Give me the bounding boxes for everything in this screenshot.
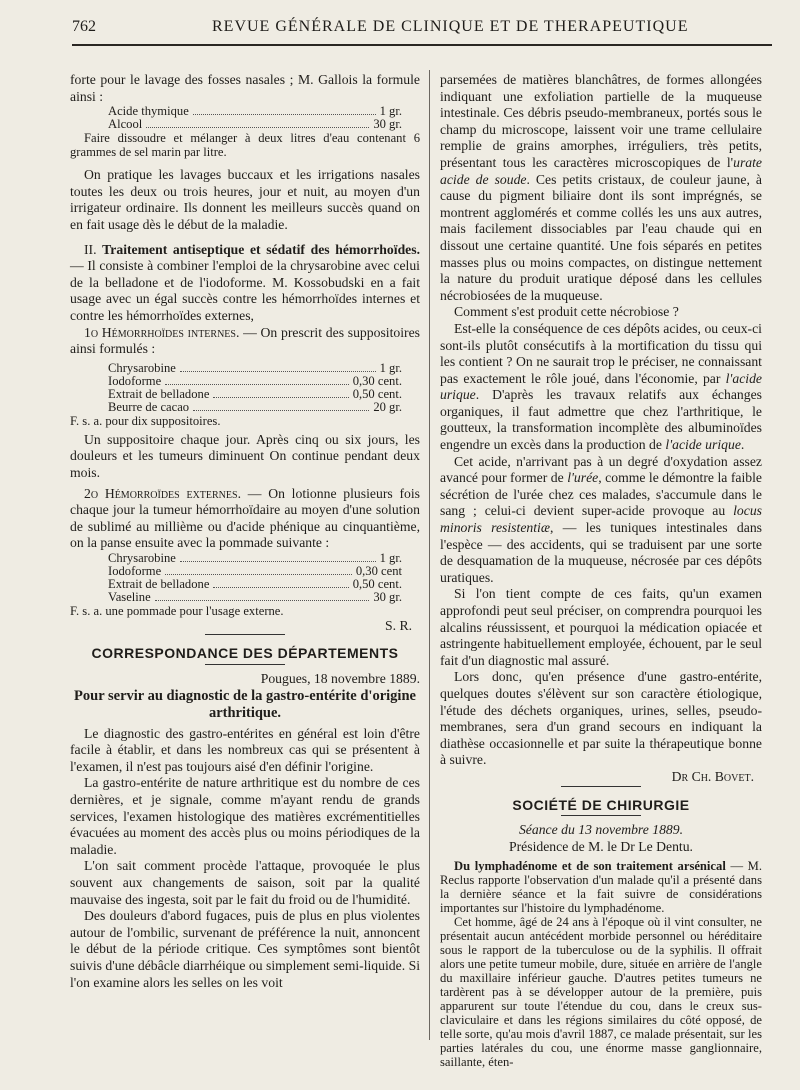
author-signature: Dr Ch. Bovet. <box>671 768 754 784</box>
subsection-title: Du lymphadénome et de son traitement arsénical <box>454 859 726 874</box>
paragraph: 2o Hémorroïdes externes. — On lotionne plusieurs fois chaque jour la tumeur hémorrhoïdaire au moyen d'une solution de sublimé au millième ou d'acide phénique au cinquantième, on la panse ensuite avec la pommade suivante : <box>70 485 420 551</box>
paragraph: Cet homme, âgé de 24 ans à l'époque où il vint consulter, ne présentait aucun antécédent morbide personnel ou héréditaire sous le rapport de la tuberculose ou de la syphilis. Il offrait alors une petite tumeur mobile, dure, située en arrière de l'angle du maxillaire inférieur gauche. D'autres petites tumeurs ne tardèrent pas à se développer autour de la première, puis apparurent sur toute l'étendue du cou, dans le creux sus-claviculaire et dans les régions similaires du côté opposé, de telle sorte, qu'au mois d'avril 1887, ce malade présentait, sur les parties latérales du cou, une énorme masse ganglionnaire, saillante, éten- <box>440 915 762 1070</box>
prescription-2 <box>70 362 420 414</box>
section-heading: CORRESPONDANCE DES DÉPARTEMENTS <box>91 645 399 662</box>
prescription-row: Beurre de cacao 20 gr. <box>108 399 402 414</box>
subsection-title: Traitement antiseptique et sédatif des hémorrhoïdes. <box>102 241 420 257</box>
paragraph: L'on sait comment procède l'attaque, provoquée le plus souvent aux changements de saison, soit par la qualité mauvaise des ingesta, soit par le fait du froid ou de l'humidité. <box>70 858 420 907</box>
prescription-3 <box>70 552 420 604</box>
paragraph: 1o Hémorrhoïdes internes. — On prescrit des suppositoires ainsi formulés : <box>70 324 420 357</box>
page-number: 762 <box>72 18 96 35</box>
ornament-rule <box>205 664 285 665</box>
paragraph: On pratique les lavages buccaux et les irrigations nasales toutes les deux ou trois heures, jour et nuit, au moyen d'un irrigateur ordinaire. Ils donnent les meilleurs succès quand on en fait usage dès le début de la maladie. <box>70 167 420 232</box>
prescription-row: Chrysarobine 1 gr. <box>108 550 402 565</box>
paragraph: II. Traitement antiseptique et sédatif des hémorrhoïdes. — Il consiste à combiner l'emploi de la chrysarobine avec celui de la belladone et de l'iodoforme. M. Kossobudski en a fait usage avec un égal succès contre les hémorrhoïdes internes et contre les hémorrhoïdes externes, <box>70 241 420 323</box>
paragraph: Si l'on tient compte de ces faits, qu'un examen approfondi peut seul préciser, on comprendra pourquoi les alcalins réussissent, et pourquoi la médication opiacée et astringente habituellement employée, échouent, par le seul fait d'un diagnostic mal assuré. <box>440 586 762 668</box>
page-header <box>72 14 772 40</box>
ornament-rule <box>205 634 285 635</box>
author-initials: S. R. <box>384 617 412 633</box>
prescription-row: Iodoforme 0,30 cent. <box>108 373 402 388</box>
prescription-row: Extrait de belladone 0,50 cent. <box>108 576 402 591</box>
ornament-rule <box>561 786 641 787</box>
prescription-row: Acide thymique 1 gr. <box>108 104 402 119</box>
prescription-row: Iodoforme 0,30 cent <box>108 563 402 578</box>
paragraph: Un suppositoire chaque jour. Après cinq ou six jours, les douleurs et les tumeurs diminuent On continue pendant deux mois. <box>70 431 420 480</box>
dateline: Pougues, 18 novembre 1889. <box>260 671 420 687</box>
paragraph: F. s. a. pour dix suppositoires. <box>70 413 221 428</box>
paragraph: Cet acide, n'arrivant pas à un degré d'oxydation assez avancé pour former de l'urée, comme le démontre la faible sécrétion de l'urée chez ces malades, s'accumule dans le sang ; celui-ci devient super-acide provoque au locus minoris resistentiæ, — les tuniques intestinales dans l'espèce — des accidents, qui se traduisent par une sorte de desquamation de la muqueuse, nécrosée par ces dépôts uratiques. <box>440 453 762 585</box>
prescription-row: Vaseline 30 gr. <box>108 589 402 604</box>
ornament-rule <box>561 815 641 816</box>
column-divider <box>429 70 430 1040</box>
paragraph: Est-elle la conséquence de ces dépôts acides, ou ceux-ci sont-ils plutôt consécutifs à la mortification du tissu qui les contient ? On ne saurait trop le préciser, ne connaissant pas exactement le rôle joué, dans l'économie, par l'acide urique. D'après les travaux relatifs aux échanges organiques, il faut admettre que chez l'arthritique, le goutteux, la transformation incomplète des albuminoïdes engendre un excès dans la production de l'acide urique. <box>440 320 762 453</box>
paragraph: Comment s'est produit cette nécrobiose ? <box>454 304 679 320</box>
presidency-line: Présidence de M. le Dr Le Dentu. <box>509 838 693 854</box>
paragraph: F. s. a. une pommade pour l'usage externe. <box>70 603 284 618</box>
paragraph: Lors donc, qu'en présence d'une gastro-entérite, quelques doutes s'élèvent sur son caractère étiologique, l'étude des déchets organiques, urines, selles, pseudo-membranes, sera d'un grand secours en indiquant la diathèse occasionnelle et par suite la thérapeutique bonne à suivre. <box>440 669 762 768</box>
header-rule <box>72 44 772 46</box>
paragraph: Des douleurs d'abord fugaces, puis de plus en plus violentes autour de l'ombilic, survenant de préférence la nuit, annoncent le début de la période critique. Ces symptômes sont bientôt suivis d'une débâcle diarrhéique ou simplement semi-liquide. Si l'on examine alors les selles on les voit <box>70 908 420 990</box>
paragraph: La gastro-entérite de nature arthritique est du nombre de ces dernières, et je signale, comme m'ayant rendu de grands services, l'examen histologique des matières excrémentitielles évacuées au moment des accès plus ou moins périodiques de la maladie. <box>70 775 420 857</box>
paragraph: forte pour le lavage des fosses nasales ; M. Gallois la formule ainsi : <box>70 72 420 104</box>
paragraph: Faire dissoudre et mélanger à deux litres d'eau contenant 6 grammes de sel marin par litre. <box>70 131 420 160</box>
paragraph: Du lymphadénome et de son traitement arsénical — M. Reclus rapporte l'observation d'un malade qu'il a présenté dans la dernière séance et la fait suivre de considérations importantes sur l'histoire du lymphadénome. <box>440 859 762 916</box>
prescription-1 <box>70 105 420 131</box>
right-column <box>440 72 762 1069</box>
paragraph: Le diagnostic des gastro-entérites en général est loin d'être facile à établir, et dans les nombreux cas qui se présentent à l'examen, il n'est pas toujours aisé d'en définir l'origine. <box>70 725 420 774</box>
prescription-row: Alcool 30 gr. <box>108 117 402 132</box>
prescription-row: Chrysarobine 1 gr. <box>108 360 402 375</box>
section-heading: SOCIÉTÉ DE CHIRURGIE <box>512 796 690 813</box>
left-column <box>70 72 420 991</box>
prescription-row: Extrait de belladone 0,50 cent. <box>108 386 402 401</box>
article-title: Pour servir au diagnostic de la gastro-entérite d'origine arthritique. <box>74 687 416 721</box>
paragraph: parsemées de matières blanchâtres, de formes allongées indiquant une exfoliation partielle de la muqueuse intestinale. Ces débris pseudo-membraneux, portés sous le champ du microscope, laissent voir une trame cellulaire remplie de grains amorphes, irréguliers, très petits, présentant tous les caractères microscopiques de l'urate acide de soude. Ces petits cristaux, de couleur jaune, à cause du pigment biliaire dont ils sont imprégnés, se montrent agglomérés et comme collés les uns aux autres, mais facilement dissociables par l'eau chaude qui en dissout une certaine quantité. Une fois séparés en petites masses plus ou moins compactes, on distingue nettement la nature du produit uratique déposé dans les cellules nécrobiosées de la muqueuse. <box>440 72 762 303</box>
running-title: REVUE GÉNÉRALE DE CLINIQUE ET DE THERAPEUTIQUE <box>212 18 689 35</box>
session-date: Séance du 13 novembre 1889. <box>518 822 684 838</box>
